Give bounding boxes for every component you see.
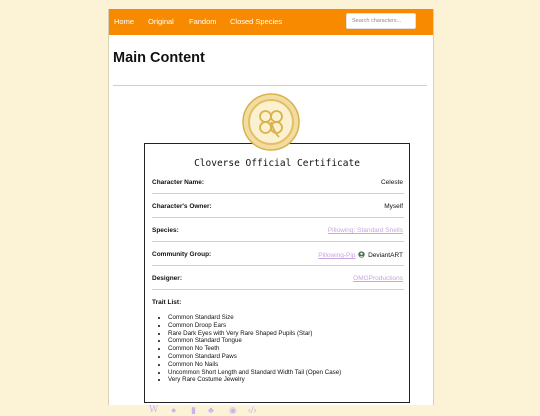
certificate-title: Cloverse Official Certificate [194, 158, 360, 169]
nav-home[interactable]: Home [114, 17, 135, 26]
row-divider [152, 217, 404, 218]
patreon-icon[interactable]: ▮ [191, 405, 196, 415]
discord-icon[interactable]: ● [171, 405, 177, 415]
row-divider [152, 265, 404, 266]
designer-link[interactable]: OMGProductions [353, 275, 403, 282]
community-site-text: DeviantART [368, 252, 403, 259]
list-item: • Common No Nails [168, 361, 341, 369]
species-label: Species: [152, 227, 179, 234]
character-name-value: Celeste [380, 179, 403, 186]
deviantart-icon[interactable]: ♣ [208, 405, 214, 415]
code-icon[interactable]: ‹/› [248, 405, 257, 415]
deviantart-user-icon [358, 251, 365, 258]
nav-closed-species[interactable]: Closed Species [230, 17, 283, 26]
list-item: • Common Standard Size [168, 314, 341, 322]
reddit-icon[interactable]: ◉ [229, 405, 237, 415]
list-item: • Uncommon Short Length and Standard Width Tail (Open Case) [168, 369, 341, 377]
community-group-link[interactable]: Pillowing-Pip [318, 252, 356, 259]
nav-original[interactable]: Original [148, 17, 174, 26]
certificate-card [144, 143, 410, 403]
list-item: • Very Rare Costume Jewelry [168, 376, 341, 384]
trait-list [168, 314, 341, 384]
community-group-value [318, 251, 403, 259]
character-name-label: Character Name: [152, 179, 205, 186]
row-divider [152, 193, 404, 194]
list-item: • Common No Teeth [168, 345, 341, 353]
list-item: • Common Droop Ears [168, 322, 341, 330]
community-group-label: Community Group: [152, 251, 212, 258]
designer-label: Designer: [152, 275, 182, 282]
page [108, 9, 434, 415]
list-item: • Rare Dark Eyes with Very Rare Shaped Pupils (Star) [168, 330, 341, 338]
list-item: • Common Standard Paws [168, 353, 341, 361]
wikipedia-icon[interactable]: W [149, 405, 159, 415]
character-owner-label: Character's Owner: [152, 203, 212, 210]
row-divider [152, 241, 404, 242]
clover-coin-icon [241, 92, 301, 152]
search-input[interactable] [346, 13, 416, 29]
list-item: • Common Standard Tongue [168, 337, 341, 345]
trait-list-label: Trait List: [152, 299, 182, 306]
title-divider [113, 85, 427, 86]
row-divider [152, 289, 404, 290]
top-navbar [109, 9, 433, 35]
character-owner-value: Myself [384, 203, 403, 210]
page-title: Main Content [113, 50, 205, 66]
species-link[interactable]: Pillowing: Standard Snells [327, 227, 403, 234]
nav-fandom[interactable]: Fandom [189, 17, 217, 26]
